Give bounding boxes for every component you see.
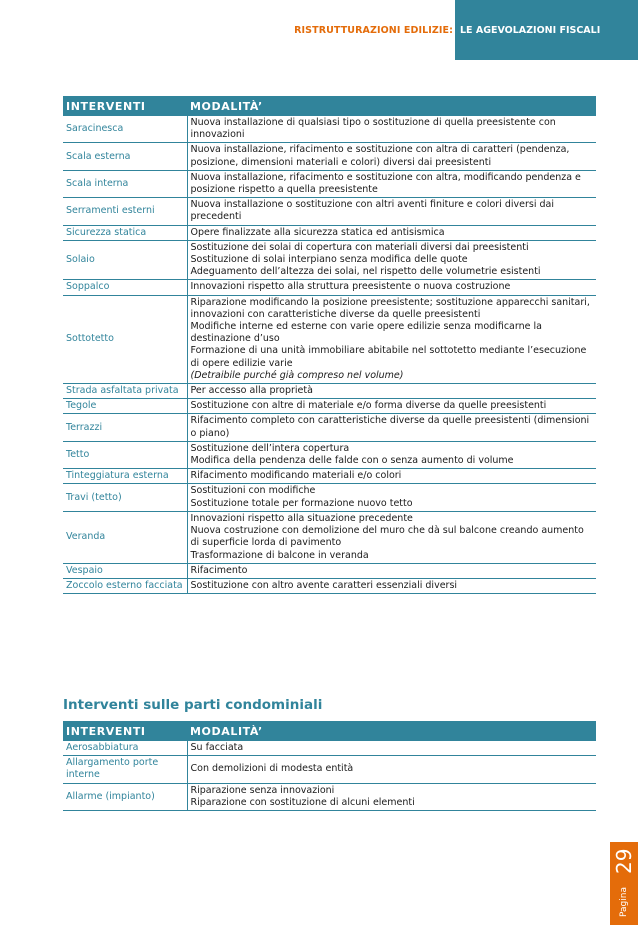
table-header-row [63, 721, 596, 741]
table-row [63, 783, 596, 810]
modality-line: Innovazioni rispetto alla struttura preesistente o nuova costruzione [190, 281, 511, 293]
intervention-modality [187, 143, 596, 170]
column-header-interventi: INTERVENTI [63, 96, 187, 116]
table-row [63, 578, 596, 593]
intervention-name: Solaio [63, 240, 187, 280]
modality-line: Sostituzione totale per formazione nuovo tetto [190, 497, 413, 509]
intervention-modality [187, 484, 596, 511]
modality-line: Formazione di una unità immobiliare abitabile nel sottotetto mediante l’esecuzione di opere edilizie varie [190, 345, 587, 369]
intervention-modality [187, 225, 596, 240]
table-row [63, 756, 596, 783]
modality-line: Rifacimento completo con caratteristiche diverse da quelle preesistenti (dimensioni o piano) [190, 415, 590, 439]
modality-line: Nuova installazione di qualsiasi tipo o sostituzione di quella preesistente con innovazioni [190, 117, 556, 141]
intervention-modality [187, 469, 596, 484]
modality-line: Sostituzioni con modifiche [190, 485, 316, 497]
modality-line: Rifacimento [190, 564, 248, 576]
intervention-name: Zoccolo esterno facciata [63, 578, 187, 593]
intervention-name: Aerosabbiatura [63, 741, 187, 756]
modality-line: Riparazione senza innovazioni [190, 784, 335, 796]
intervention-name: Saracinesca [63, 116, 187, 143]
intervention-name: Sottotetto [63, 295, 187, 383]
intervention-modality [187, 741, 596, 756]
modality-line: Sostituzione di solai interpiano senza modifica delle quote [190, 254, 468, 266]
intervention-modality [187, 280, 596, 295]
table-row [63, 441, 596, 468]
modality-line: Nuova installazione o sostituzione con altri aventi finiture e colori diversi dai precedenti [190, 199, 554, 223]
intervention-modality [187, 240, 596, 280]
table-row [63, 225, 596, 240]
modality-line: Nuova costruzione con demolizione del muro che dà sul balcone creando aumento di superficie lorda di pavimento [190, 525, 584, 549]
intervention-modality [187, 783, 596, 810]
intervention-modality [187, 414, 596, 441]
intervention-name: Scala esterna [63, 143, 187, 170]
table-row [63, 414, 596, 441]
modality-line: Sostituzione con altre di materiale e/o forma diverse da quelle preesistenti [190, 400, 547, 412]
intervention-modality [187, 295, 596, 383]
intervention-modality [187, 578, 596, 593]
intervention-name: Sicurezza statica [63, 225, 187, 240]
intervention-modality [187, 399, 596, 414]
header-title-left: RISTRUTTURAZIONI EDILIZIE: [294, 25, 453, 36]
intervention-name: Tetto [63, 441, 187, 468]
modality-line: Nuova installazione, rifacimento e sostituzione con altra, modificando pendenza e posizione rispetto a quella preesistente [190, 171, 581, 196]
modality-line: Modifica della pendenza delle falde con o senza aumento di volume [190, 455, 514, 467]
table-body [63, 741, 596, 811]
interventions-table [63, 96, 596, 594]
table-row [63, 240, 596, 280]
table-row [63, 511, 596, 563]
modality-line: Sostituzione dell’intera copertura [190, 442, 350, 454]
table-row [63, 484, 596, 511]
table-row [63, 469, 596, 484]
table-header-row [63, 96, 596, 116]
modality-line: Riparazione con sostituzione di alcuni elementi [190, 796, 415, 808]
section-title: Interventi sulle parti condominiali [63, 697, 323, 713]
table-row [63, 170, 596, 197]
header-title-box [455, 0, 638, 60]
intervention-name: Tegole [63, 399, 187, 414]
intervention-name: Travi (tetto) [63, 484, 187, 511]
intervention-modality [187, 511, 596, 563]
intervention-modality [187, 384, 596, 399]
page-label: Pagina [619, 887, 629, 917]
modality-line: Opere finalizzate alla sicurezza statica ed antisismica [190, 226, 445, 238]
table-row [63, 198, 596, 225]
page-number-tab [610, 842, 638, 925]
intervention-name: Soppalco [63, 280, 187, 295]
column-header-interventi: INTERVENTI [63, 721, 187, 741]
intervention-modality [187, 441, 596, 468]
intervention-modality [187, 756, 596, 783]
column-header-modalita: MODALITÀ’ [187, 721, 596, 741]
intervention-modality [187, 170, 596, 197]
modality-line: Sostituzione con altro avente caratteri essenziali diversi [190, 579, 458, 591]
table-row [63, 741, 596, 756]
table-row [63, 384, 596, 399]
condominium-table [63, 721, 596, 811]
intervention-name: Strada asfaltata privata [63, 384, 187, 399]
header-title-right: LE AGEVOLAZIONI FISCALI [460, 25, 601, 36]
modality-line: Nuova installazione, rifacimento e sostituzione con altra di caratteri (pendenza, posizione, dimensioni materiali e colori) diversi dai preesistenti [190, 144, 570, 168]
modality-line: Adeguamento dell’altezza dei solai, nel rispetto delle volumetrie esistenti [190, 266, 541, 278]
intervention-name: Scala interna [63, 170, 187, 197]
intervention-name: Allarme (impianto) [63, 783, 187, 810]
modality-line: Trasformazione di balcone in veranda [190, 549, 369, 561]
intervention-modality [187, 563, 596, 578]
intervention-name: Allargamento porte interne [63, 756, 187, 783]
intervention-modality [187, 198, 596, 225]
modality-line: Riparazione modificando la posizione preesistente; sostituzione apparecchi sanitari, innovazioni con caratteristiche diverse da quelle preesistenti [190, 296, 590, 320]
intervention-name: Serramenti esterni [63, 198, 187, 225]
page-header [0, 0, 638, 60]
table-row [63, 399, 596, 414]
column-header-modalita: MODALITÀ’ [187, 96, 596, 116]
intervention-name: Vespaio [63, 563, 187, 578]
modality-note: (Detraibile purché già compreso nel volume) [190, 369, 404, 381]
table-row [63, 143, 596, 170]
intervention-name: Tinteggiatura esterna [63, 469, 187, 484]
modality-line: Modifiche interne ed esterne con varie opere edilizie senza modificarne la destinazione d’uso [190, 321, 542, 345]
table-row [63, 116, 596, 143]
page-number: 29 [612, 848, 636, 874]
modality-line: Per accesso alla proprietà [190, 385, 313, 397]
modality-line: Sostituzione dei solai di copertura con materiali diversi dai preesistenti [190, 241, 529, 253]
table-row [63, 563, 596, 578]
intervention-modality [187, 116, 596, 143]
modality-line: Rifacimento modificando materiali e/o colori [190, 470, 402, 482]
modality-line: Su facciata [190, 742, 244, 753]
modality-line: Innovazioni rispetto alla situazione precedente [190, 512, 413, 524]
table-row [63, 295, 596, 383]
modality-line: Con demolizioni di modesta entità [190, 763, 354, 775]
table-row [63, 280, 596, 295]
table-body [63, 116, 596, 594]
intervention-name: Terrazzi [63, 414, 187, 441]
intervention-name: Veranda [63, 511, 187, 563]
